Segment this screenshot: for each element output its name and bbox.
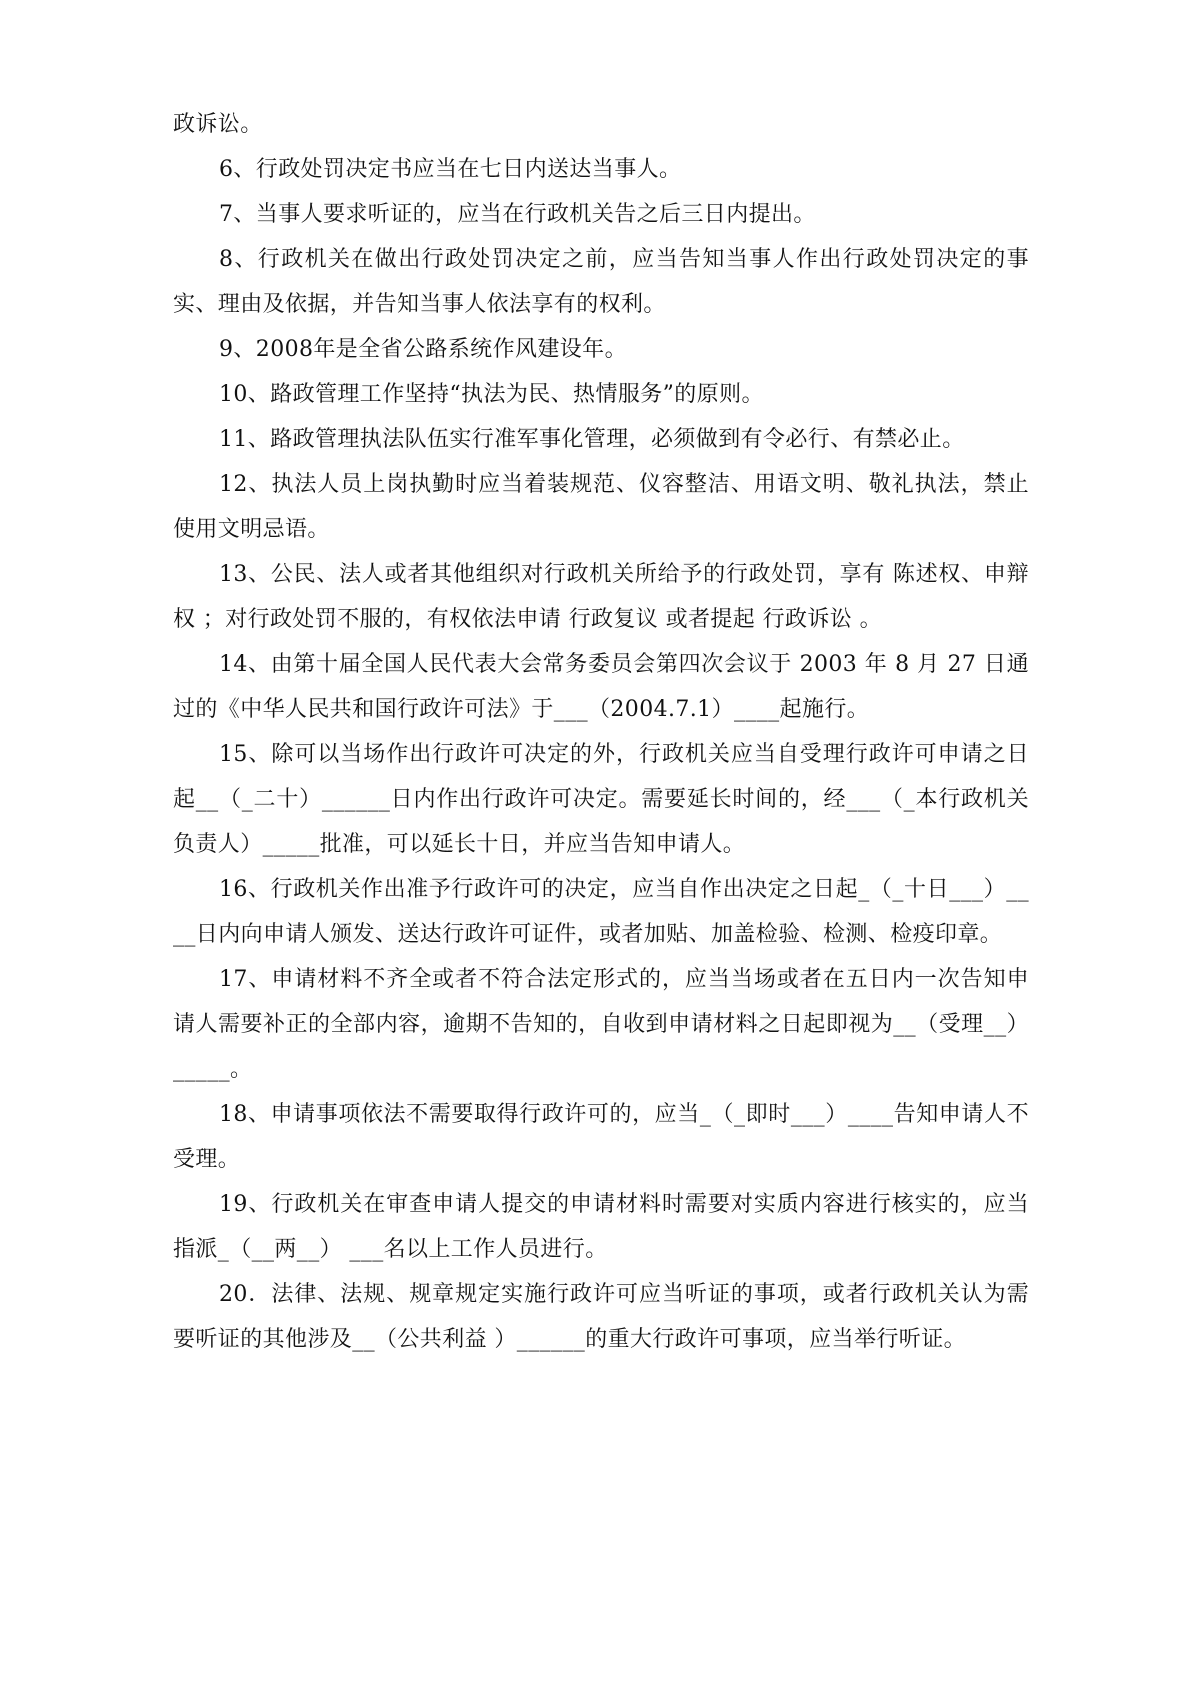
document-page [173, 102, 1029, 1362]
paragraph-item-6: 6、行政处罚决定书应当在七日内送达当事人。 [219, 157, 682, 182]
paragraph-item-20: 20．法律、法规、规章规定实施行政许可应当听证的事项，或者行政机关认为需要听证的其他涉及__（公共利益 ）______的重大行政许可事项，应当举行听证。 [173, 1282, 1029, 1352]
paragraph-item-8: 8、行政机关在做出行政处罚决定之前，应当告知当事人作出行政处罚决定的事实、理由及依据，并告知当事人依法享有的权利。 [173, 247, 1029, 317]
paragraph-item-16: 16、行政机关作出准予行政许可的决定，应当自作出决定之日起_（_十日___）____日内向申请人颁发、送达行政许可证件，或者加贴、加盖检验、检测、检疫印章。 [173, 877, 1029, 947]
paragraph-item-19: 19、行政机关在审查申请人提交的申请材料时需要对实质内容进行核实的，应当指派_（__两__） ___名以上工作人员进行。 [173, 1192, 1029, 1262]
paragraph-item-13: 13、公民、法人或者其他组织对行政机关所给予的行政处罚，享有 陈述权、申辩权 ；对行政处罚不服的，有权依法申请 行政复议 或者提起 行政诉讼 。 [173, 562, 1029, 632]
paragraph-item-7: 7、当事人要求听证的，应当在行政机关告之后三日内提出。 [219, 202, 816, 227]
paragraph-item-11: 11、路政管理执法队伍实行准军事化管理，必须做到有令必行、有禁必止。 [219, 427, 965, 452]
paragraph-item-10: 10、路政管理工作坚持“执法为民、热情服务”的原则。 [219, 382, 764, 407]
paragraph-continuation: 政诉讼。 [173, 112, 263, 137]
paragraph-item-18: 18、申请事项依法不需要取得行政许可的，应当_（_即时___）____告知申请人不受理。 [173, 1102, 1029, 1172]
paragraph-item-9: 9、2008年是全省公路系统作风建设年。 [219, 337, 627, 362]
paragraph-item-14: 14、由第十届全国人民代表大会常务委员会第四次会议于 2003 年 8 月 27 日通过的《中华人民共和国行政许可法》于___（2004.7.1）____起施行。 [173, 652, 1029, 722]
paragraph-item-12: 12、执法人员上岗执勤时应当着装规范、仪容整洁、用语文明、敬礼执法，禁止使用文明忌语。 [173, 472, 1029, 542]
paragraph-item-17: 17、申请材料不齐全或者不符合法定形式的，应当当场或者在五日内一次告知申请人需要补正的全部内容，逾期不告知的，自收到申请材料之日起即视为__（受理__）_____。 [173, 967, 1029, 1082]
paragraph-item-15: 15、除可以当场作出行政许可决定的外，行政机关应当自受理行政许可申请之日起__（_二十）______日内作出行政许可决定。需要延长时间的，经___（_本行政机关负责人）_____批准，可以延长十日，并应当告知申请人。 [173, 742, 1029, 857]
